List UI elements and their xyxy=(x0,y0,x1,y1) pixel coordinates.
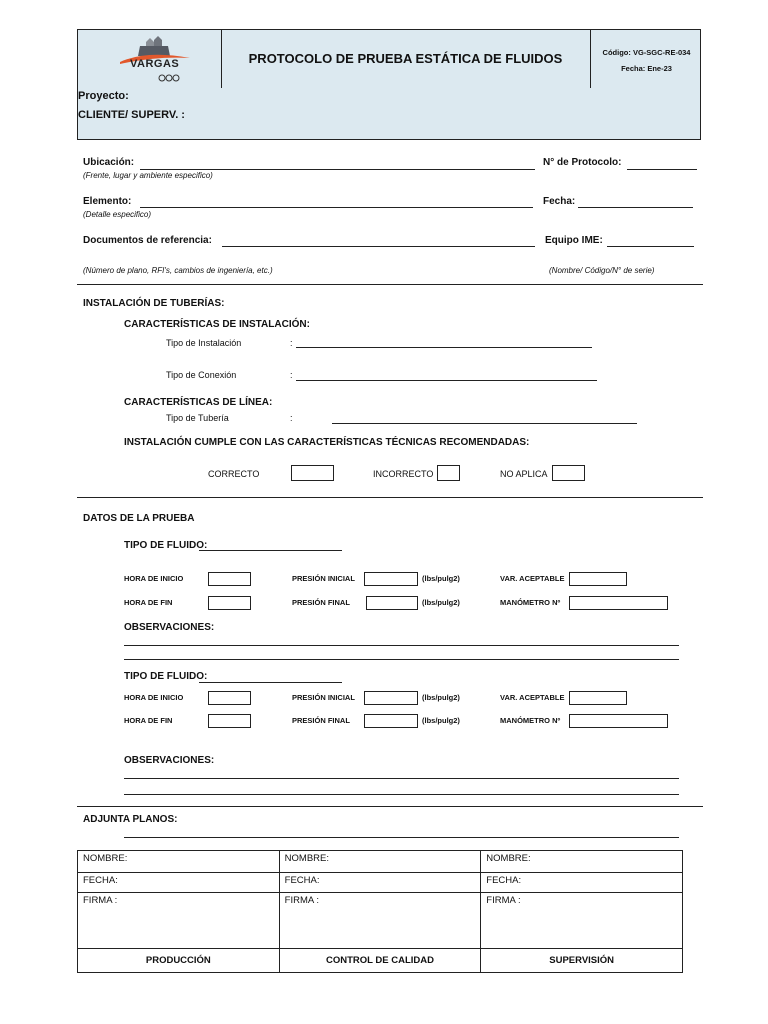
location-field[interactable] xyxy=(140,169,535,170)
equipment-field[interactable] xyxy=(607,246,694,247)
quality-date-cell[interactable] xyxy=(279,873,481,893)
colon: : xyxy=(290,370,293,380)
option-correct-checkbox[interactable] xyxy=(291,465,334,481)
end-time-label: HORA DE FIN xyxy=(124,716,173,725)
sign-label: FIRMA : xyxy=(486,895,521,906)
docs-field[interactable] xyxy=(222,246,535,247)
divider xyxy=(77,284,703,285)
start-time-input[interactable] xyxy=(208,572,251,586)
supervision-sign-cell[interactable] xyxy=(481,893,683,949)
connection-type-field[interactable] xyxy=(296,380,597,381)
pipe-type-label: Tipo de Tubería xyxy=(166,413,229,423)
production-sign-cell[interactable] xyxy=(78,893,280,949)
attach-label: ADJUNTA PLANOS: xyxy=(83,814,178,825)
end-time-input[interactable] xyxy=(208,596,251,610)
install-chars-title: CARACTERÍSTICAS DE INSTALACIÓN: xyxy=(124,319,310,330)
element-label: Elemento: xyxy=(83,196,132,207)
document-code: Código: VG-SGC-RE-034 xyxy=(602,48,691,57)
protocol-label: N° de Protocolo: xyxy=(543,157,622,168)
element-hint: (Detalle especifico) xyxy=(83,210,152,219)
fluid-label: TIPO DE FLUIDO: xyxy=(124,671,208,682)
date-label: FECHA: xyxy=(83,875,118,886)
signature-table xyxy=(77,850,683,973)
docs-label: Documentos de referencia: xyxy=(83,235,212,246)
final-pressure-input[interactable] xyxy=(364,714,418,728)
pressure-unit: (lbs/pulg2) xyxy=(422,693,460,702)
sign-label: FIRMA : xyxy=(83,895,118,906)
start-time-input[interactable] xyxy=(208,691,251,705)
supervision-date-cell[interactable] xyxy=(481,873,683,893)
quality-heading: CONTROL DE CALIDAD xyxy=(279,949,481,973)
option-incorrect-checkbox[interactable] xyxy=(437,465,460,481)
equipment-hint: (Nombre/ Código/N° de serie) xyxy=(549,266,655,275)
observations-line[interactable] xyxy=(124,794,679,795)
option-incorrect-label: INCORRECTO xyxy=(373,469,434,479)
sign-label: FIRMA : xyxy=(284,895,319,906)
start-time-label: HORA DE INICIO xyxy=(124,574,184,583)
name-label: NOMBRE: xyxy=(284,853,330,864)
element-field[interactable] xyxy=(140,207,533,208)
fluid-label: TIPO DE FLUIDO: xyxy=(124,540,208,551)
end-time-input[interactable] xyxy=(208,714,251,728)
pipe-type-field[interactable] xyxy=(332,423,637,424)
manometer-input[interactable] xyxy=(569,596,668,610)
colon: : xyxy=(290,413,293,423)
pressure-unit: (lbs/pulg2) xyxy=(422,598,460,607)
end-time-label: HORA DE FIN xyxy=(124,598,173,607)
location-hint: (Frente, lugar y ambiente especifico) xyxy=(83,171,213,180)
initial-pressure-input[interactable] xyxy=(364,572,418,586)
install-type-field[interactable] xyxy=(296,347,592,348)
acceptable-var-input[interactable] xyxy=(569,572,627,586)
document-title: PROTOCOLO DE PRUEBA ESTÁTICA DE FLUIDOS xyxy=(248,51,563,66)
final-pressure-label: PRESIÓN FINAL xyxy=(292,716,350,725)
logo-text: VARGAS xyxy=(130,58,180,70)
installation-title: INSTALACIÓN DE TUBERÍAS: xyxy=(83,298,225,309)
attach-field[interactable] xyxy=(124,837,679,838)
compliance-title: INSTALACIÓN CUMPLE CON LAS CARACTERÍSTICAS TÉCNICAS RECOMENDADAS: xyxy=(124,437,530,448)
name-label: NOMBRE: xyxy=(83,853,128,864)
logo-cell xyxy=(78,30,222,88)
manometer-input[interactable] xyxy=(569,714,668,728)
final-pressure-label: PRESIÓN FINAL xyxy=(292,598,350,607)
option-correct-label: CORRECTO xyxy=(208,469,260,479)
line-chars-title: CARACTERÍSTICAS DE LÍNEA: xyxy=(124,397,273,408)
colon: : xyxy=(290,338,293,348)
supervision-name-cell[interactable] xyxy=(481,851,683,873)
fluid-field[interactable] xyxy=(199,550,342,551)
date-label: Fecha: xyxy=(543,196,576,207)
final-pressure-input[interactable] xyxy=(366,596,418,610)
production-name-cell[interactable] xyxy=(78,851,280,873)
date-field[interactable] xyxy=(578,207,693,208)
production-date-cell[interactable] xyxy=(78,873,280,893)
manometer-label: MANÓMETRO Nº xyxy=(500,598,561,607)
header-block xyxy=(77,29,701,140)
document-date: Fecha: Ene-23 xyxy=(621,64,672,73)
observations-label: OBSERVACIONES: xyxy=(124,755,215,766)
location-label: Ubicación: xyxy=(83,157,135,168)
divider xyxy=(77,806,703,807)
install-type-label: Tipo de Instalación xyxy=(166,338,242,348)
observations-label: OBSERVACIONES: xyxy=(124,622,215,633)
initial-pressure-label: PRESIÓN INICIAL xyxy=(292,574,355,583)
project-label: Proyecto: xyxy=(78,90,129,102)
observations-line[interactable] xyxy=(124,778,679,779)
date-label: FECHA: xyxy=(284,875,320,886)
pressure-unit: (lbs/pulg2) xyxy=(422,716,460,725)
acceptable-var-label: VAR. ACEPTABLE xyxy=(500,574,565,583)
manometer-label: MANÓMETRO Nº xyxy=(500,716,561,725)
protocol-field[interactable] xyxy=(627,169,697,170)
quality-name-cell[interactable] xyxy=(279,851,481,873)
acceptable-var-label: VAR. ACEPTABLE xyxy=(500,693,565,702)
observations-line[interactable] xyxy=(124,645,679,646)
option-na-checkbox[interactable] xyxy=(552,465,585,481)
test-title: DATOS DE LA PRUEBA xyxy=(83,513,195,524)
fluid-field[interactable] xyxy=(199,682,342,683)
equipment-label: Equipo IME: xyxy=(545,235,603,246)
option-na-label: NO APLICA xyxy=(500,469,548,479)
pressure-unit: (lbs/pulg2) xyxy=(422,574,460,583)
client-label: CLIENTE/ SUPERV. : xyxy=(78,109,185,121)
observations-line[interactable] xyxy=(124,659,679,660)
supervision-heading: SUPERVISIÓN xyxy=(481,949,683,973)
connection-type-label: Tipo de Conexión xyxy=(166,370,237,380)
acceptable-var-input[interactable] xyxy=(569,691,627,705)
initial-pressure-label: PRESIÓN INICIAL xyxy=(292,693,355,702)
quality-sign-cell[interactable] xyxy=(279,893,481,949)
initial-pressure-input[interactable] xyxy=(364,691,418,705)
date-label: FECHA: xyxy=(486,875,522,886)
name-label: NOMBRE: xyxy=(486,853,531,864)
docs-hint: (Número de plano, RFI's, cambios de ingeniería, etc.) xyxy=(83,266,273,275)
divider xyxy=(77,497,703,498)
code-cell xyxy=(590,30,702,88)
start-time-label: HORA DE INICIO xyxy=(124,693,184,702)
production-heading: PRODUCCIÓN xyxy=(78,949,280,973)
